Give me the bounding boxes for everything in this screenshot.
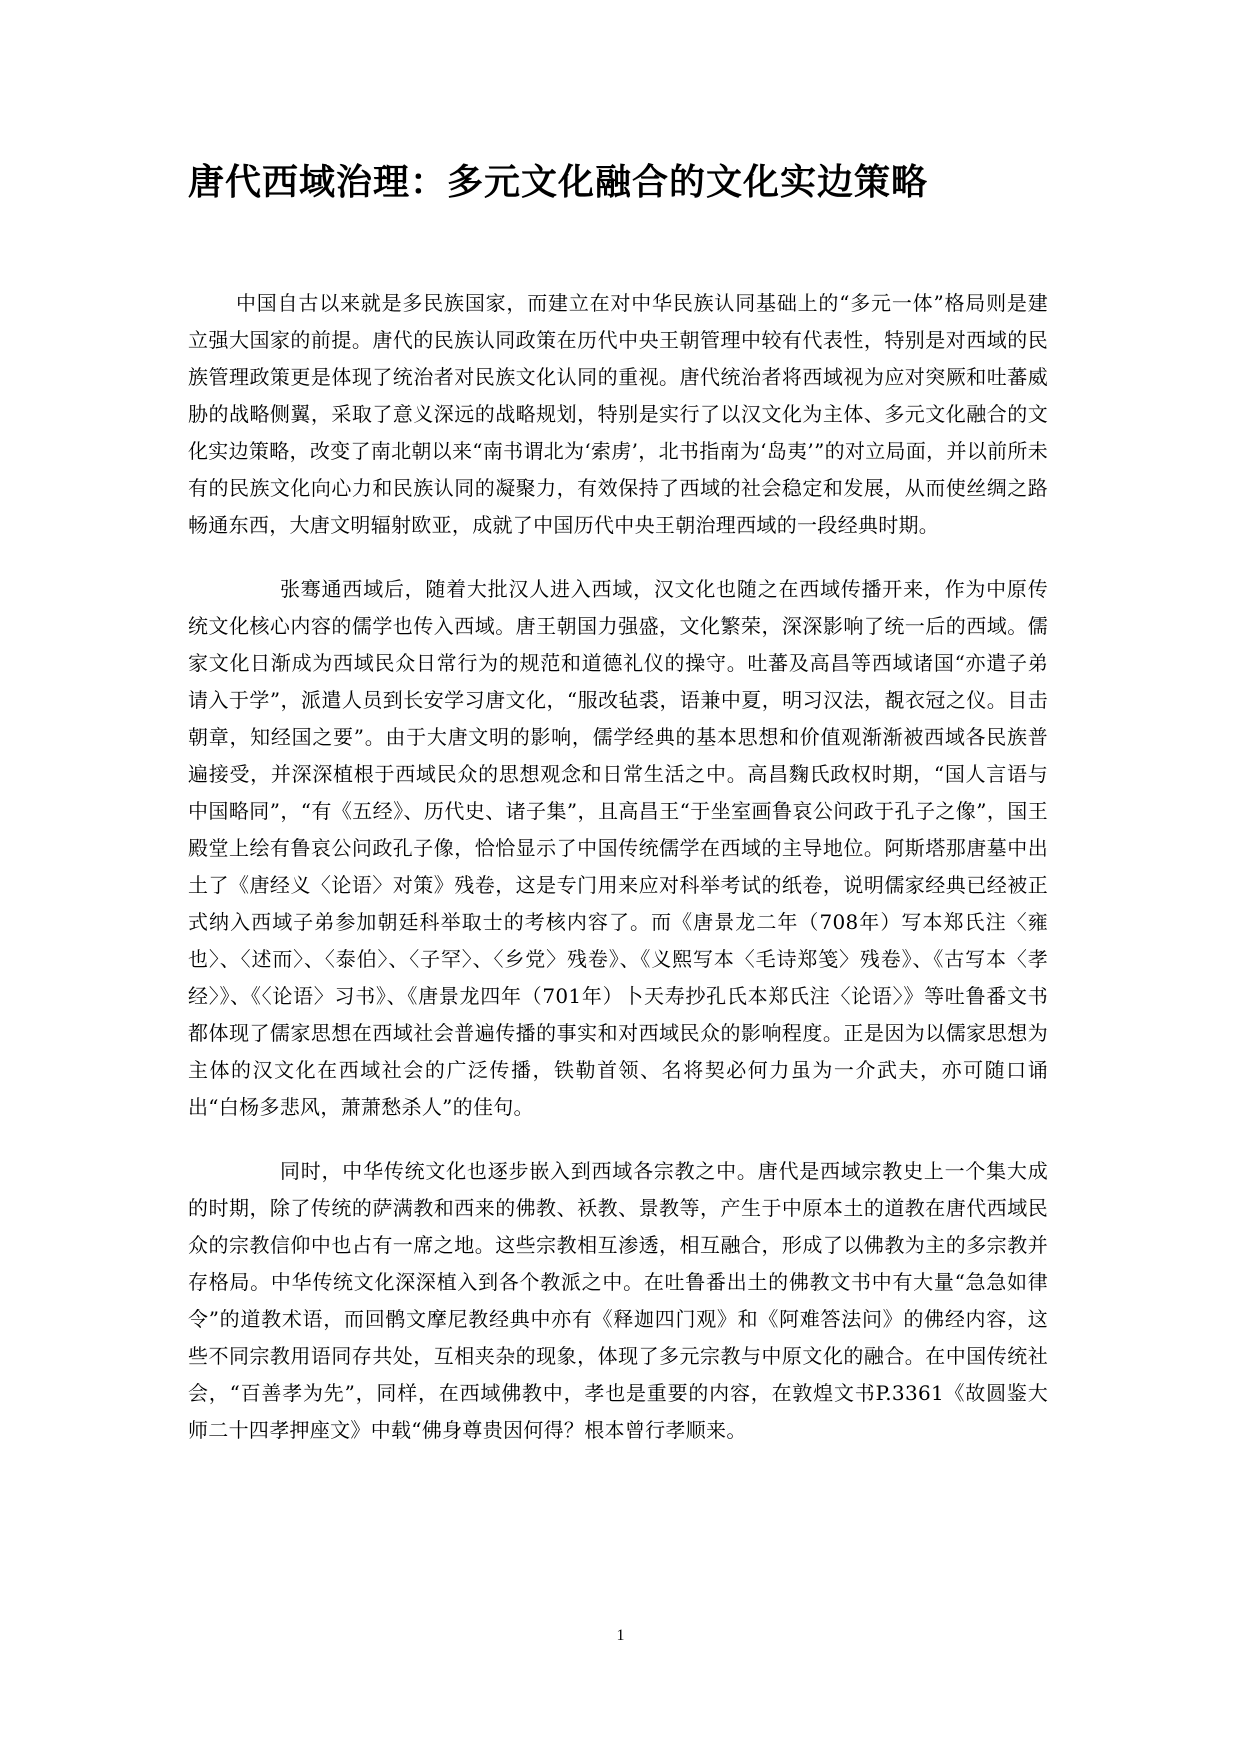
paragraph-intro: 中国自古以来就是多民族国家，而建立在对中华民族认同基础上的“多元一体”格局则是建立强大国家的前提。唐代的民族认同政策在历代中央王朝管理中较有代表性，特别是对西域的民族管理政策更是体现了统治者对民族文化认同的重视。唐代统治者将西域视为应对突厥和吐蕃威胁的战略侧翼，采取了意义深远的战略规划，特别是实行了以汉文化为主体、多元文化融合的文化实边策略，改变了南北朝以来“南书谓北为‘索虏’，北书指南为‘岛夷’”的对立局面，并以前所未有的民族文化向心力和民族认同的凝聚力，有效保持了西域的社会稳定和发展，从而使丝绸之路畅通东西，大唐文明辐射欧亚，成就了中国历代中央王朝治理西域的一段经典时期。 <box>188 291 1048 537</box>
paragraph-confucianism: 张骞通西域后，随着大批汉人进入西域，汉文化也随之在西域传播开来，作为中原传统文化核心内容的儒学也传入西域。唐王朝国力强盛，文化繁荣，深深影响了统一后的西域。儒家文化日渐成为西域民众日常行为的规范和道德礼仪的操守。吐蕃及高昌等西域诸国“亦遣子弟请入于学”，派遣人员到长安学习唐文化，“服改毡裘，语兼中夏，明习汉法，覩衣冠之仪。目击朝章，知经国之要”。由于大唐文明的影响，儒学经典的基本思想和价值观渐渐被西域各民族普遍接受，并深深植根于西域民众的思想观念和日常生活之中。高昌麴氏政权时期，“国人言语与中国略同”，“有《五经》、历代史、诸子集”，且高昌王“于坐室画鲁哀公问政于孔子之像”，国王殿堂上绘有鲁哀公问政孔子像，恰恰显示了中国传统儒学在西域的主导地位。阿斯塔那唐墓中出土了《唐经义〈论语〉对策》残卷，这是专门用来应对科举考试的纸卷，说明儒家经典已经被正式纳入西域子弟参加朝廷科举取士的考核内容了。而《唐景龙二年（708年）写本郑氏注〈雍也〉、〈述而〉、〈泰伯〉、〈子罕〉、〈乡党〉残卷》、《义熙写本〈毛诗郑笺〉残卷》、《古写本〈孝经〉》、《〈论语〉习书》、《唐景龙四年（701年）卜天寿抄孔氏本郑氏注〈论语〉》等吐鲁番文书都体现了儒家思想在西域社会普遍传播的事实和对西域民众的影响程度。正是因为以儒家思想为主体的汉文化在西域社会的广泛传播，铁勒首领、名将契必何力虽为一介武夫，亦可随口诵出“白杨多悲风，萧萧愁杀人”的佳句。 <box>188 577 1048 1119</box>
page-number: 1 <box>616 1627 625 1644</box>
paragraph-religion: 同时，中华传统文化也逐步嵌入到西域各宗教之中。唐代是西域宗教史上一个集大成的时期，除了传统的萨满教和西来的佛教、袄教、景教等，产生于中原本土的道教在唐代西域民众的宗教信仰中也占有一席之地。这些宗教相互渗透，相互融合，形成了以佛教为主的多宗教并存格局。中华传统文化深深植入到各个教派之中。在吐鲁番出土的佛教文书中有大量“急急如律令”的道教术语，而回鹘文摩尼教经典中亦有《释迦四门观》和《阿难答法问》的佛经内容，这些不同宗教用语同存共处，互相夹杂的现象，体现了多元宗教与中原文化的融合。在中国传统社会，“百善孝为先”，同样，在西域佛教中，孝也是重要的内容，在敦煌文书P.3361《故圆鉴大师二十四孝押座文》中载“佛身尊贵因何得？根本曾行孝顺来。 <box>188 1159 1048 1442</box>
document-title: 唐代西域治理：多元文化融合的文化实边策略 <box>188 162 929 203</box>
document-body <box>188 285 1048 1476</box>
